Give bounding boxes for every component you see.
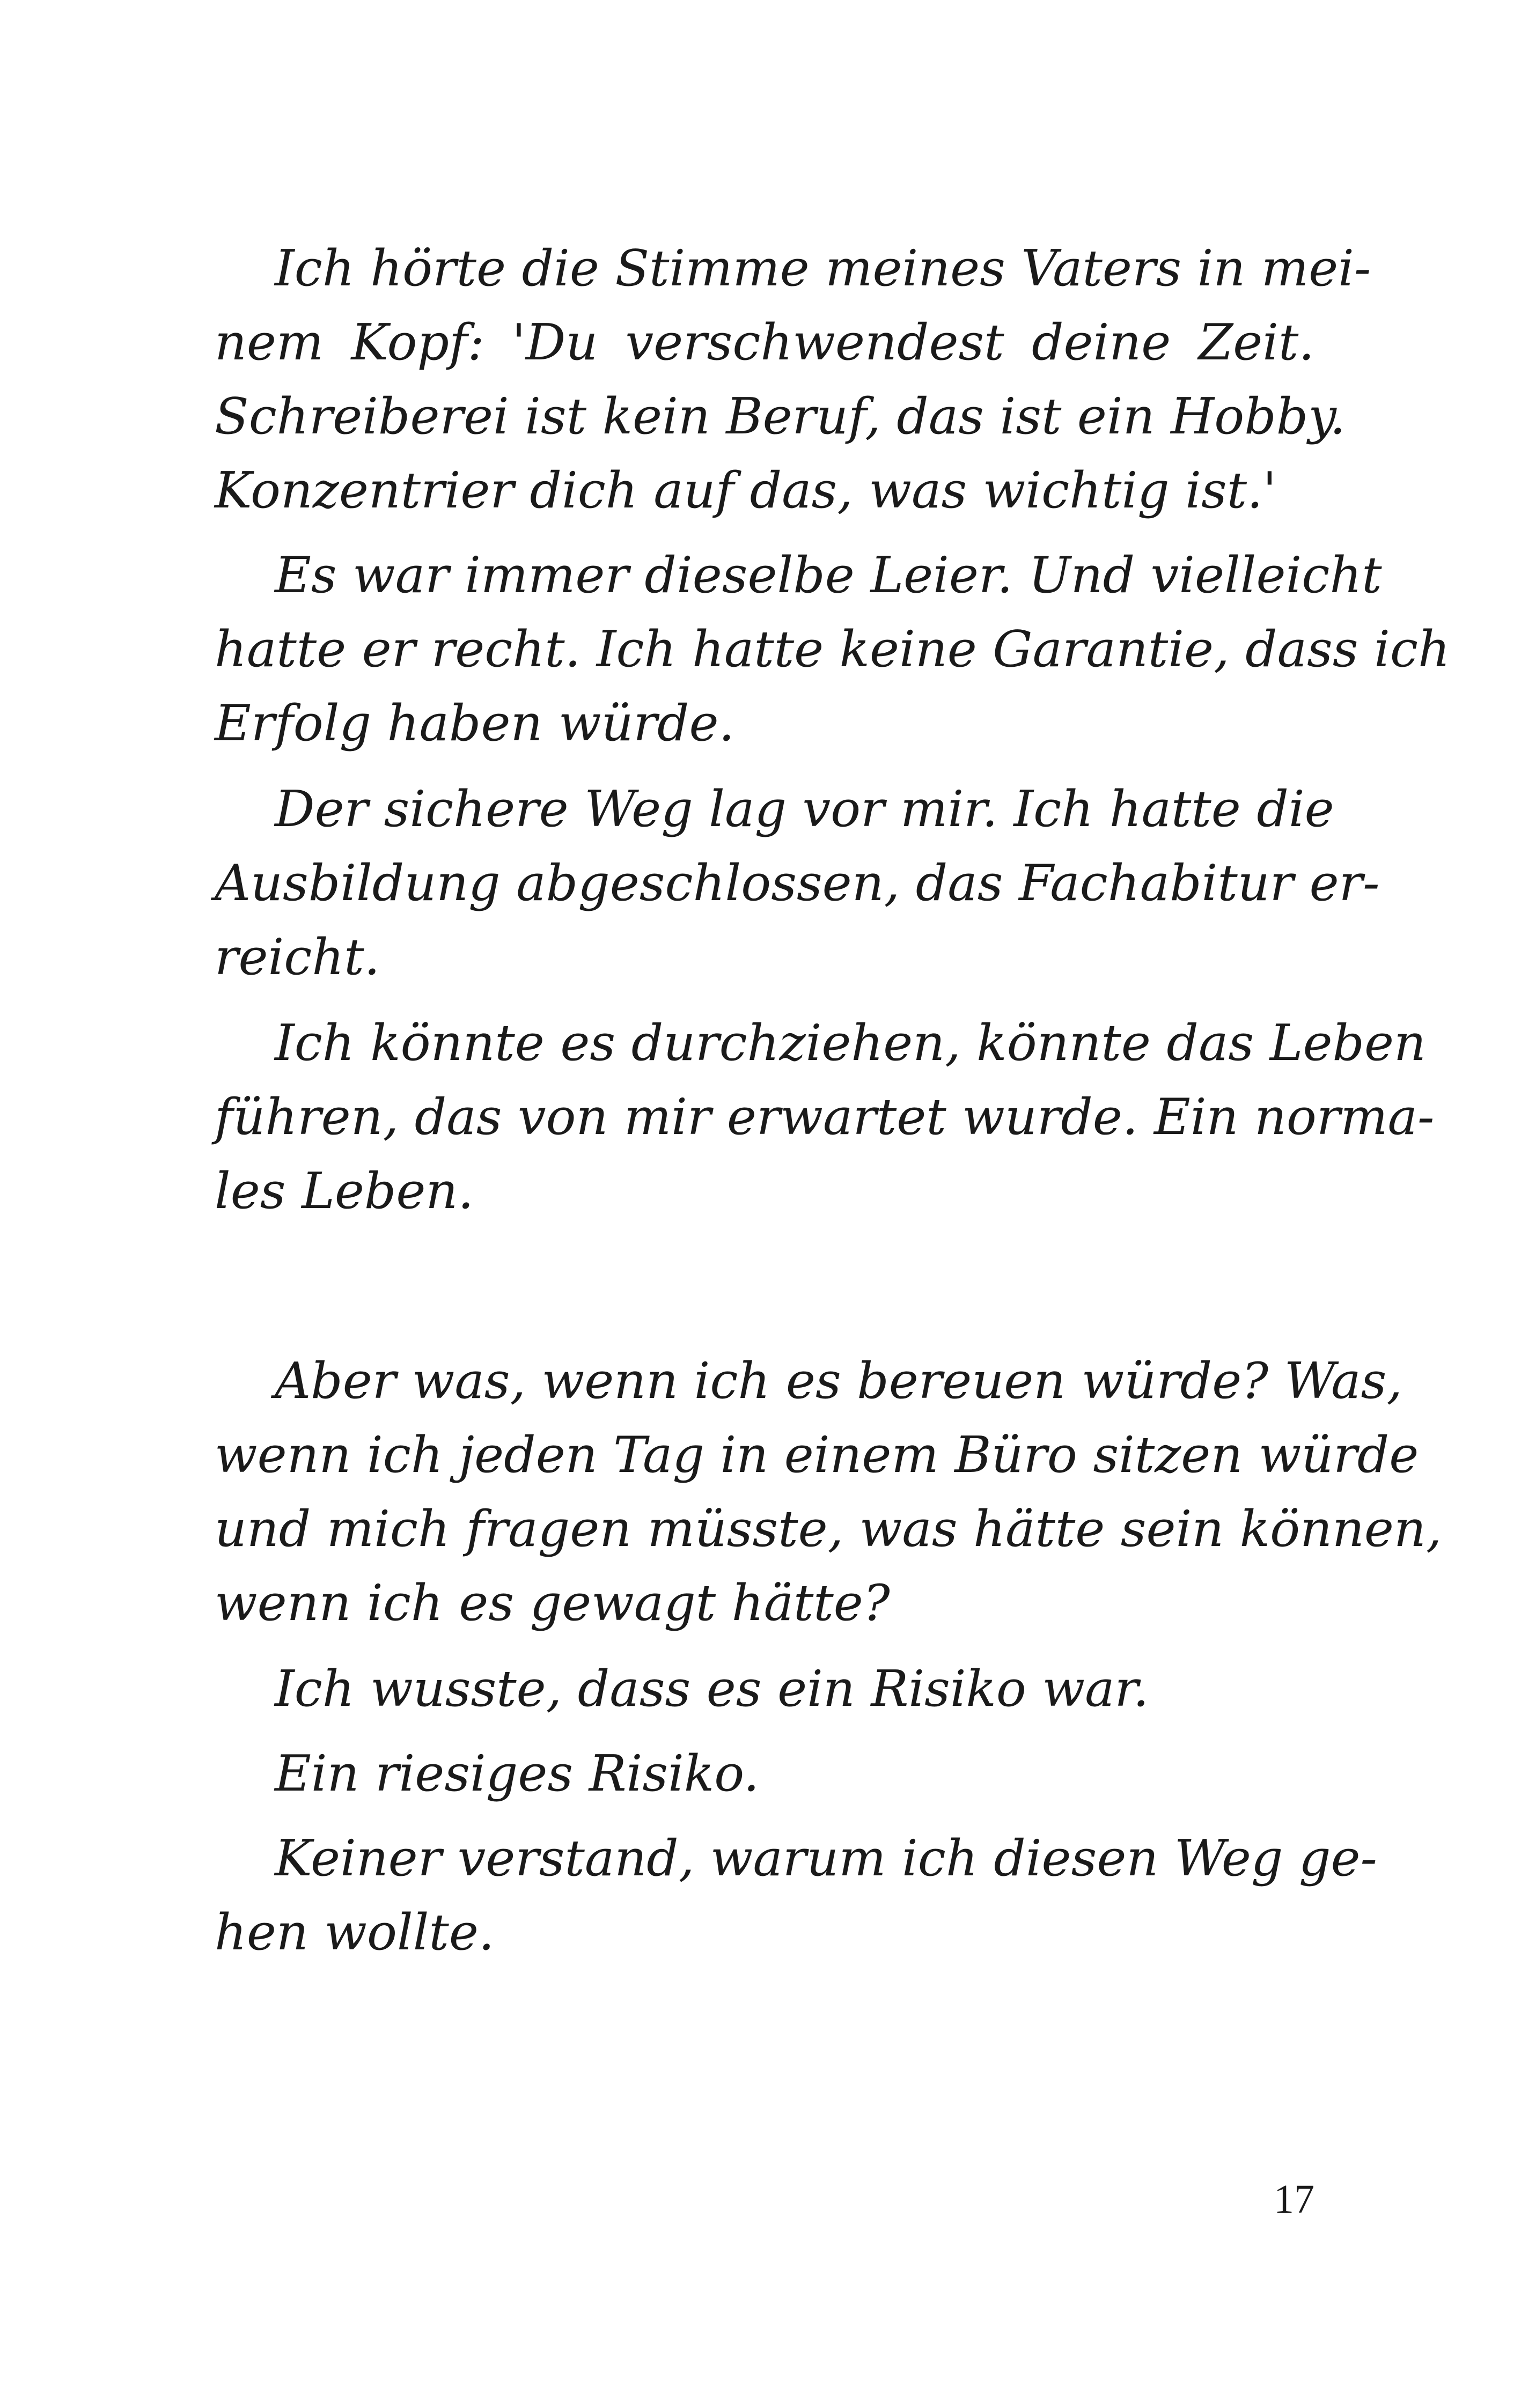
page-number: 17 (1274, 2177, 1314, 2222)
text-line: Es war immer dieselbe Leier. Und vielleicht (275, 546, 1382, 604)
text-line: hen wollte. (215, 1903, 495, 1961)
text-line: und mich fragen müsste, was hätte sein können, (215, 1500, 1442, 1558)
text-line: Schreiberei ist kein Beruf, das ist ein Hobby. (215, 387, 1346, 445)
text-line: Ich könnte es durchziehen, könnte das Leben (275, 1014, 1426, 1072)
text-line: hatte er recht. Ich hatte keine Garantie, dass ich (215, 620, 1450, 678)
text-line: Erfolg haben würde. (215, 694, 735, 752)
text-line: Ich hörte die Stimme meines Vaters in mei- (275, 239, 1371, 297)
text-line: Keiner verstand, warum ich diesen Weg ge- (275, 1829, 1377, 1887)
text-line: führen, das von mir erwartet wurde. Ein norma- (215, 1088, 1435, 1146)
text-line: Der sichere Weg lag vor mir. Ich hatte die (275, 780, 1334, 838)
text-line: wenn ich jeden Tag in einem Büro sitzen würde (215, 1426, 1419, 1484)
text-line: Aber was, wenn ich es bereuen würde? Was, (275, 1352, 1402, 1410)
text-line: Ein riesiges Risiko. (275, 1744, 760, 1802)
text-line: nem Kopf: 'Du verschwendest deine Zeit. (215, 313, 1314, 371)
text-line: wenn ich es gewagt hätte? (215, 1574, 890, 1632)
text-line: les Leben. (215, 1162, 474, 1220)
text-line: Ich wusste, dass es ein Risiko war. (275, 1660, 1149, 1718)
text-line: Konzentrier dich auf das, was wichtig ist.' (215, 461, 1277, 519)
text-line: Ausbildung abgeschlossen, das Fachabitur er- (215, 854, 1380, 912)
text-line: reicht. (215, 928, 380, 986)
